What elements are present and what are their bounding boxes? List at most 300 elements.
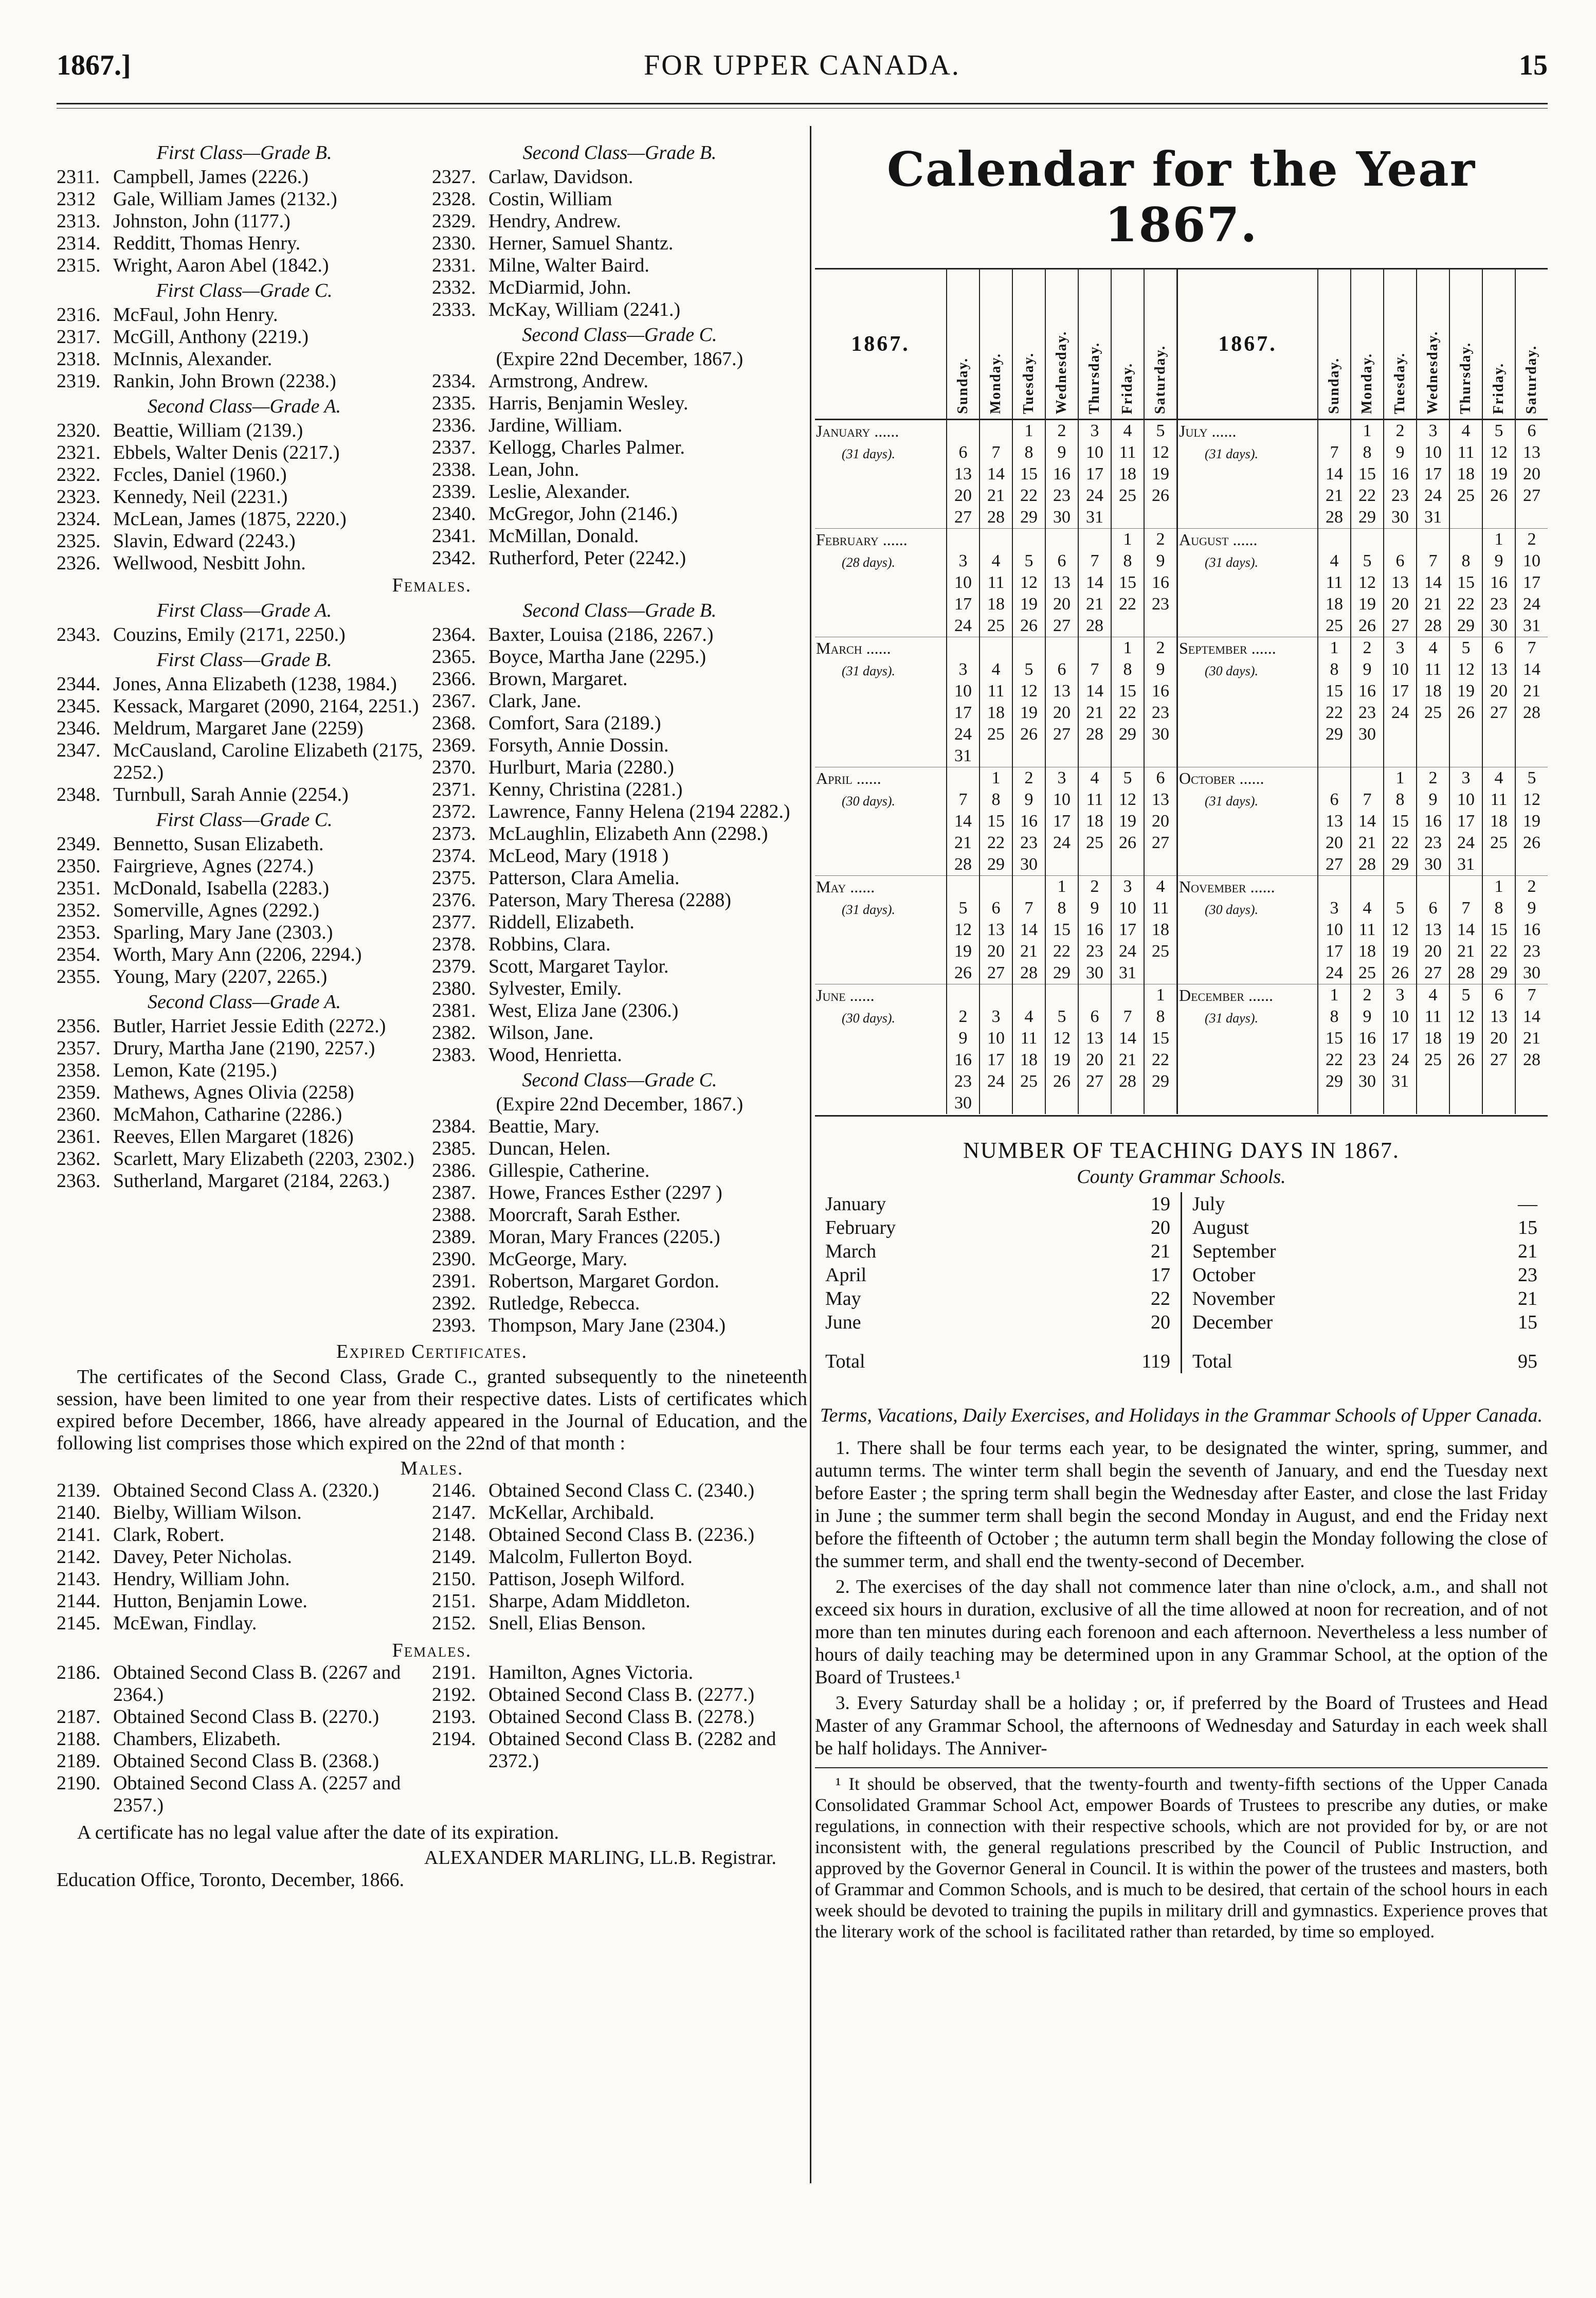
entry-name: Butler, Harriet Jessie Edith (2272.): [113, 1015, 386, 1037]
entry-name: Mathews, Agnes Olivia (2258): [113, 1082, 354, 1103]
day-cell: [1078, 637, 1111, 659]
day-cell: 24: [1111, 941, 1144, 962]
calendar-table: [815, 268, 1548, 1114]
entry-number: 2389.: [432, 1226, 476, 1248]
entry-number: 2386.: [432, 1160, 476, 1181]
list-entry: [57, 1148, 432, 1170]
entry-number: 2350.: [57, 855, 101, 877]
day-cell: 7: [947, 789, 980, 811]
day-cell: [1515, 1092, 1548, 1114]
entry-name: Ebbels, Walter Denis (2217.): [113, 442, 340, 463]
month-cell: [815, 941, 947, 962]
day-cell: [1045, 637, 1078, 659]
day-cell: 13: [1078, 1028, 1111, 1049]
list-entry: [57, 370, 432, 392]
list-entry: [432, 779, 807, 801]
day-cell: 4: [1012, 1006, 1045, 1028]
entry-number: 2191.: [432, 1662, 476, 1683]
calendar-week-row: [815, 1049, 1548, 1071]
list-entry: [432, 1116, 807, 1138]
day-cell: 17: [1384, 1028, 1417, 1049]
teaching-month: June: [825, 1312, 861, 1333]
day-cell: 23: [1351, 1049, 1384, 1071]
calendar-week-row: [815, 724, 1548, 745]
calendar-header-row: [815, 269, 1548, 420]
day-cell: 2: [1515, 876, 1548, 898]
entry-name: McEwan, Findlay.: [113, 1612, 257, 1634]
entry-name: Sylvester, Emily.: [488, 978, 622, 999]
day-cell: 10: [1384, 1006, 1417, 1028]
day-cell: [1111, 745, 1144, 767]
entry-number: 2319.: [57, 370, 101, 392]
day-cell: 30: [1515, 962, 1548, 984]
day-cell: 11: [1111, 442, 1144, 463]
day-cell: 26: [1012, 615, 1045, 637]
day-cell: 9: [1417, 789, 1449, 811]
day-cell: 12: [1384, 919, 1417, 941]
day-cell: 27: [1482, 702, 1515, 724]
entry-name: Rutledge, Rebecca.: [488, 1292, 640, 1314]
entry-number: 2366.: [432, 668, 476, 690]
entry-number: 2332.: [432, 277, 476, 298]
day-cell: 16: [1045, 463, 1078, 485]
day-cell: 2: [1045, 420, 1078, 442]
month-cell: [815, 832, 947, 854]
day-cell: [1417, 1071, 1449, 1092]
teaching-total-row: [1192, 1350, 1537, 1373]
day-cell: 1: [1482, 876, 1515, 898]
day-cell: 19: [1449, 680, 1482, 702]
month-cell: December ......: [1177, 984, 1318, 1007]
list-entry: [57, 1480, 432, 1502]
entry-name: Obtained Second Class B. (2368.): [113, 1750, 379, 1772]
group-heading: Second Class—Grade B.: [522, 600, 717, 621]
day-cell: 25: [1449, 485, 1482, 507]
entry-number: 2393.: [432, 1315, 476, 1336]
teaching-month: October: [1192, 1264, 1256, 1286]
day-header: [1318, 269, 1351, 420]
list-entry: [432, 392, 807, 415]
entry-name: Snell, Elias Benson.: [488, 1612, 646, 1634]
day-cell: 14: [1449, 919, 1482, 941]
calendar-week-row: [815, 876, 1548, 898]
entry-name: Turnbull, Sarah Annie (2254.): [113, 784, 349, 805]
list-entry: [432, 1226, 807, 1248]
day-cell: 17: [1318, 941, 1351, 962]
day-cell: 30: [1078, 962, 1111, 984]
teaching-row: [1192, 1287, 1537, 1310]
day-cell: 30: [1012, 854, 1045, 876]
entry-number: 2365.: [432, 646, 476, 668]
day-cell: 27: [1384, 615, 1417, 637]
day-cell: 18: [980, 594, 1012, 615]
day-cell: 10: [1384, 659, 1417, 680]
day-cell: 12: [1449, 659, 1482, 680]
day-cell: 10: [1515, 550, 1548, 572]
day-cell: 12: [1012, 572, 1045, 594]
month-cell: [815, 659, 947, 680]
entry-number: 2356.: [57, 1015, 101, 1037]
month-cell: [1177, 919, 1318, 941]
day-cell: 7: [1449, 897, 1482, 919]
day-cell: 30: [1384, 507, 1417, 529]
teaching-row: [1192, 1263, 1537, 1287]
day-cell: 11: [1078, 789, 1111, 811]
day-cell: 2: [1515, 529, 1548, 551]
entry-number: 2383.: [432, 1044, 476, 1066]
terms-paragraph-1: 1. There shall be four terms each year, to be designated the winter, spring, summer, and autumn terms. The winter term shall begin the seventh of January, and end the Tuesday next before Easter ; the spring term shall begin the Wednesday after Easter, and close the last Friday in June ; the summer term shall begin the second Monday in August, and end the Friday next before the fifteenth of October ; the autumn term shall begin the Monday following the close of the summer term, and shall end the twenty-second of December.: [815, 1438, 1548, 1572]
day-cell: 5: [947, 897, 980, 919]
entry-number: 2144.: [57, 1590, 101, 1612]
signature: ALEXANDER MARLING, LL.B. Registrar.: [424, 1847, 776, 1869]
month-days: (30 days).: [842, 1010, 895, 1026]
month-cell: [1177, 594, 1318, 615]
day-cell: [1111, 1092, 1144, 1114]
teaching-days: 21: [1151, 1241, 1170, 1262]
day-cell: 13: [980, 919, 1012, 941]
day-cell: [1045, 854, 1078, 876]
day-cell: 31: [1384, 1071, 1417, 1092]
month-cell: [815, 962, 947, 984]
day-cell: 28: [947, 854, 980, 876]
list-entry: [57, 1037, 432, 1060]
day-cell: 22: [1318, 1049, 1351, 1071]
entry-number: 2150.: [432, 1568, 476, 1590]
day-cell: 6: [1417, 897, 1449, 919]
day-cell: 21: [1078, 594, 1111, 615]
day-cell: 21: [1515, 680, 1548, 702]
day-cell: 19: [1144, 463, 1177, 485]
entry-number: 2364.: [432, 624, 476, 645]
day-cell: 11: [1482, 789, 1515, 811]
day-cell: 24: [1045, 832, 1078, 854]
day-cell: 19: [1045, 1049, 1078, 1071]
day-cell: 3: [1449, 767, 1482, 789]
day-cell: 22: [1012, 485, 1045, 507]
day-cell: 25: [1482, 832, 1515, 854]
day-cell: 26: [1515, 832, 1548, 854]
entry-name: Herner, Samuel Shantz.: [488, 232, 674, 254]
calendar-week-row: [815, 420, 1548, 442]
day-cell: 19: [1012, 594, 1045, 615]
list-entry: [432, 1590, 807, 1612]
teaching-month: January: [825, 1193, 886, 1215]
day-cell: [947, 876, 980, 898]
day-cell: 6: [1078, 1006, 1111, 1028]
day-cell: 4: [1449, 420, 1482, 442]
day-cell: [1012, 984, 1045, 1007]
calendar-week-row: [815, 832, 1548, 854]
teaching-month: July: [1192, 1193, 1225, 1215]
day-cell: 14: [1111, 1028, 1144, 1049]
day-cell: 22: [1111, 594, 1144, 615]
entry-number: 2313.: [57, 210, 101, 232]
day-cell: 5: [1384, 897, 1417, 919]
day-cell: 12: [1482, 442, 1515, 463]
day-header: [1111, 269, 1144, 420]
day-cell: 16: [1144, 572, 1177, 594]
month-name: November: [1179, 877, 1246, 896]
day-cell: 4: [1318, 550, 1351, 572]
day-cell: 15: [1111, 572, 1144, 594]
entry-number: 2147.: [432, 1502, 476, 1523]
month-days: (30 days).: [842, 793, 895, 809]
entry-name: McGill, Anthony (2219.): [113, 326, 309, 348]
calendar-week-row: [815, 1006, 1548, 1028]
day-cell: 23: [1078, 941, 1111, 962]
list-entry: [57, 255, 432, 277]
day-cell: 7: [1012, 897, 1045, 919]
day-cell: 31: [947, 745, 980, 767]
list-entry: [432, 933, 807, 956]
day-cell: 8: [1144, 1006, 1177, 1028]
day-cell: 8: [1045, 897, 1078, 919]
list-entry: [432, 1546, 807, 1568]
day-cell: [1111, 854, 1144, 876]
day-cell: [1144, 745, 1177, 767]
month-cell: October ......: [1177, 767, 1318, 789]
entry-name: Kellogg, Charles Palmer.: [488, 437, 685, 458]
entry-name: Young, Mary (2207, 2265.): [113, 966, 328, 988]
footnote-rule: [815, 1767, 1548, 1768]
day-cell: 22: [1449, 594, 1482, 615]
entry-name: McMahon, Catharine (2286.): [113, 1104, 342, 1125]
day-cell: 1: [1012, 420, 1045, 442]
month-cell: [1177, 897, 1318, 919]
mid-right-list: [432, 597, 807, 1337]
entry-name: Riddell, Elizabeth.: [488, 911, 634, 933]
day-cell: 9: [1515, 897, 1548, 919]
entry-number: 2186.: [57, 1662, 101, 1683]
day-cell: 13: [1515, 442, 1548, 463]
teaching-row: [1192, 1240, 1537, 1263]
list-entry: [432, 299, 807, 321]
entry-name: Slavin, Edward (2243.): [113, 530, 296, 552]
entry-number: 2333.: [432, 299, 476, 320]
entry-number: 2371.: [432, 779, 476, 800]
teaching-row: [1192, 1310, 1537, 1334]
expired-heading: Expired Certificates.: [336, 1341, 528, 1362]
day-cell: 22: [1384, 832, 1417, 854]
entry-number: 2334.: [432, 370, 476, 392]
day-cell: 2: [1078, 876, 1111, 898]
teaching-row: [1192, 1216, 1537, 1240]
day-cell: 17: [1515, 572, 1548, 594]
day-cell: 18: [1449, 463, 1482, 485]
day-header: [1482, 269, 1515, 420]
day-cell: [1417, 724, 1449, 745]
list-entry: [57, 1706, 432, 1728]
day-cell: [1078, 745, 1111, 767]
day-cell: 8: [1012, 442, 1045, 463]
entry-name: Clark, Jane.: [488, 690, 582, 712]
month-days: (28 days).: [842, 554, 895, 570]
entry-number: 2338.: [432, 459, 476, 480]
day-header-label: Sunday.: [1326, 357, 1342, 414]
entry-number: 2331.: [432, 255, 476, 276]
day-cell: [1144, 962, 1177, 984]
entry-name: Reeves, Ellen Margaret (1826): [113, 1126, 354, 1147]
entry-number: 2355.: [57, 966, 101, 988]
day-cell: 16: [947, 1049, 980, 1071]
day-cell: 14: [947, 811, 980, 832]
list-entry: [57, 442, 432, 464]
month-cell: [1177, 550, 1318, 572]
list-entry: [432, 1315, 807, 1337]
month-cell: November ......: [1177, 876, 1318, 898]
day-cell: 27: [1144, 832, 1177, 854]
month-cell: [815, 572, 947, 594]
entry-name: Somerville, Agnes (2292.): [113, 900, 320, 921]
month-cell: September ......: [1177, 637, 1318, 659]
day-cell: [1482, 854, 1515, 876]
day-cell: 17: [1449, 811, 1482, 832]
expired-females-lists: [57, 1662, 807, 1817]
calendar-week-row: [815, 550, 1548, 572]
day-cell: 29: [1144, 1071, 1177, 1092]
month-cell: [815, 550, 947, 572]
entry-number: 2387.: [432, 1182, 476, 1204]
day-cell: 24: [1318, 962, 1351, 984]
day-cell: 30: [947, 1092, 980, 1114]
day-cell: 18: [1417, 680, 1449, 702]
day-cell: 26: [1384, 962, 1417, 984]
day-cell: [1318, 876, 1351, 898]
day-cell: 9: [947, 1028, 980, 1049]
header-rule: [57, 103, 1548, 104]
list-entry: [432, 734, 807, 757]
day-cell: 23: [1351, 702, 1384, 724]
day-cell: 15: [1384, 811, 1417, 832]
day-cell: 26: [1111, 832, 1144, 854]
list-entry: [432, 277, 807, 299]
day-cell: 9: [1384, 442, 1417, 463]
day-cell: 1: [1045, 876, 1078, 898]
day-header-label: Friday.: [1491, 362, 1507, 414]
entry-number: 2384.: [432, 1116, 476, 1137]
teaching-left: [815, 1192, 1182, 1373]
day-cell: 5: [1482, 420, 1515, 442]
group-heading: First Class—Grade A.: [156, 600, 332, 621]
header-year: 1867.]: [57, 49, 131, 81]
entry-number: 2344.: [57, 673, 101, 695]
entry-name: Lawrence, Fanny Helena (2194 2282.): [488, 801, 790, 822]
day-cell: 24: [1384, 1049, 1417, 1071]
day-cell: [1482, 1092, 1515, 1114]
entry-name: Fccles, Daniel (1960.): [113, 464, 287, 486]
entry-number: 2145.: [57, 1612, 101, 1634]
day-cell: 6: [1318, 789, 1351, 811]
day-cell: 27: [1482, 1049, 1515, 1071]
day-cell: 2: [1144, 529, 1177, 551]
day-cell: [1111, 984, 1144, 1007]
day-cell: 7: [1078, 550, 1111, 572]
entry-name: Kenny, Christina (2281.): [488, 779, 683, 800]
day-cell: [1515, 854, 1548, 876]
entry-number: 2370.: [432, 757, 476, 778]
day-cell: [980, 745, 1012, 767]
entry-name: Chambers, Elizabeth.: [113, 1728, 281, 1750]
month-cell: [1177, 615, 1318, 637]
day-header-label: Saturday.: [1152, 345, 1168, 414]
office-line: Education Office, Toronto, December, 1866.: [57, 1869, 405, 1891]
list-entry: [57, 944, 432, 966]
day-cell: 12: [1012, 680, 1045, 702]
day-cell: 5: [1351, 550, 1384, 572]
list-entry: [432, 1138, 807, 1160]
teaching-row: [825, 1240, 1170, 1263]
list-entry: [432, 1270, 807, 1292]
list-entry: [57, 1750, 432, 1772]
entry-name: Beattie, Mary.: [488, 1116, 600, 1137]
day-cell: 17: [1417, 463, 1449, 485]
entry-name: McGregor, John (2146.): [488, 503, 678, 525]
list-entry: [57, 1728, 432, 1750]
header-rule-thin: [57, 108, 1548, 109]
entry-number: 2360.: [57, 1104, 101, 1125]
day-cell: 24: [947, 615, 980, 637]
day-cell: 9: [1482, 550, 1515, 572]
day-cell: 8: [1111, 659, 1144, 680]
list-entry: [432, 757, 807, 779]
day-cell: 24: [1417, 485, 1449, 507]
day-cell: [1351, 745, 1384, 767]
list-entry: [57, 1590, 432, 1612]
day-cell: [1515, 1071, 1548, 1092]
day-cell: 25: [1417, 1049, 1449, 1071]
entry-number: 2362.: [57, 1148, 101, 1170]
day-cell: 4: [1111, 420, 1144, 442]
entry-name: McGeorge, Mary.: [488, 1248, 628, 1270]
calendar-week-row: [815, 919, 1548, 941]
entry-number: 2390.: [432, 1248, 476, 1270]
teaching-month: November: [1192, 1288, 1275, 1309]
month-cell: [815, 1028, 947, 1049]
entry-name: McLaughlin, Elizabeth Ann (2298.): [488, 823, 768, 845]
day-cell: 7: [1111, 1006, 1144, 1028]
calendar-week-row: [815, 463, 1548, 485]
month-cell: [815, 1092, 947, 1114]
calendar-year-label: 1867.: [815, 269, 947, 420]
day-cell: 7: [1515, 637, 1548, 659]
month-cell: July ......: [1177, 420, 1318, 442]
day-cell: 4: [1417, 637, 1449, 659]
teaching-days: 19: [1151, 1193, 1170, 1215]
entry-name: Carlaw, Davidson.: [488, 166, 633, 188]
entry-name: Hamilton, Agnes Victoria.: [488, 1662, 694, 1683]
month-days: (30 days).: [1205, 902, 1258, 917]
month-name: February: [816, 530, 879, 549]
entry-name: Campbell, James (2226.): [113, 166, 309, 188]
month-cell: [815, 1049, 947, 1071]
entry-name: Wellwood, Nesbitt John.: [113, 552, 306, 574]
day-cell: [980, 420, 1012, 442]
calendar-week-row: [815, 680, 1548, 702]
terms-paragraph-3: 3. Every Saturday shall be a holiday ; or, if preferred by the Board of Trustees and Head Master of any Grammar School, the afternoons of Wednesday and Saturday in each week shall be half holidays. The Anniver-: [815, 1693, 1548, 1759]
day-cell: 25: [1111, 485, 1144, 507]
group-heading: Second Class—Grade C.: [522, 1069, 717, 1091]
entry-name: Robertson, Margaret Gordon.: [488, 1270, 719, 1292]
entry-number: 2314.: [57, 232, 101, 254]
header-title: FOR UPPER CANADA.: [644, 49, 960, 81]
entry-name: Moran, Mary Frances (2205.): [488, 1226, 720, 1248]
page-number: 15: [1519, 49, 1548, 81]
month-cell: [815, 854, 947, 876]
entry-number: 2343.: [57, 624, 101, 645]
day-cell: 6: [1045, 659, 1078, 680]
entry-number: 2149.: [432, 1546, 476, 1568]
teaching-month: August: [1192, 1217, 1249, 1238]
